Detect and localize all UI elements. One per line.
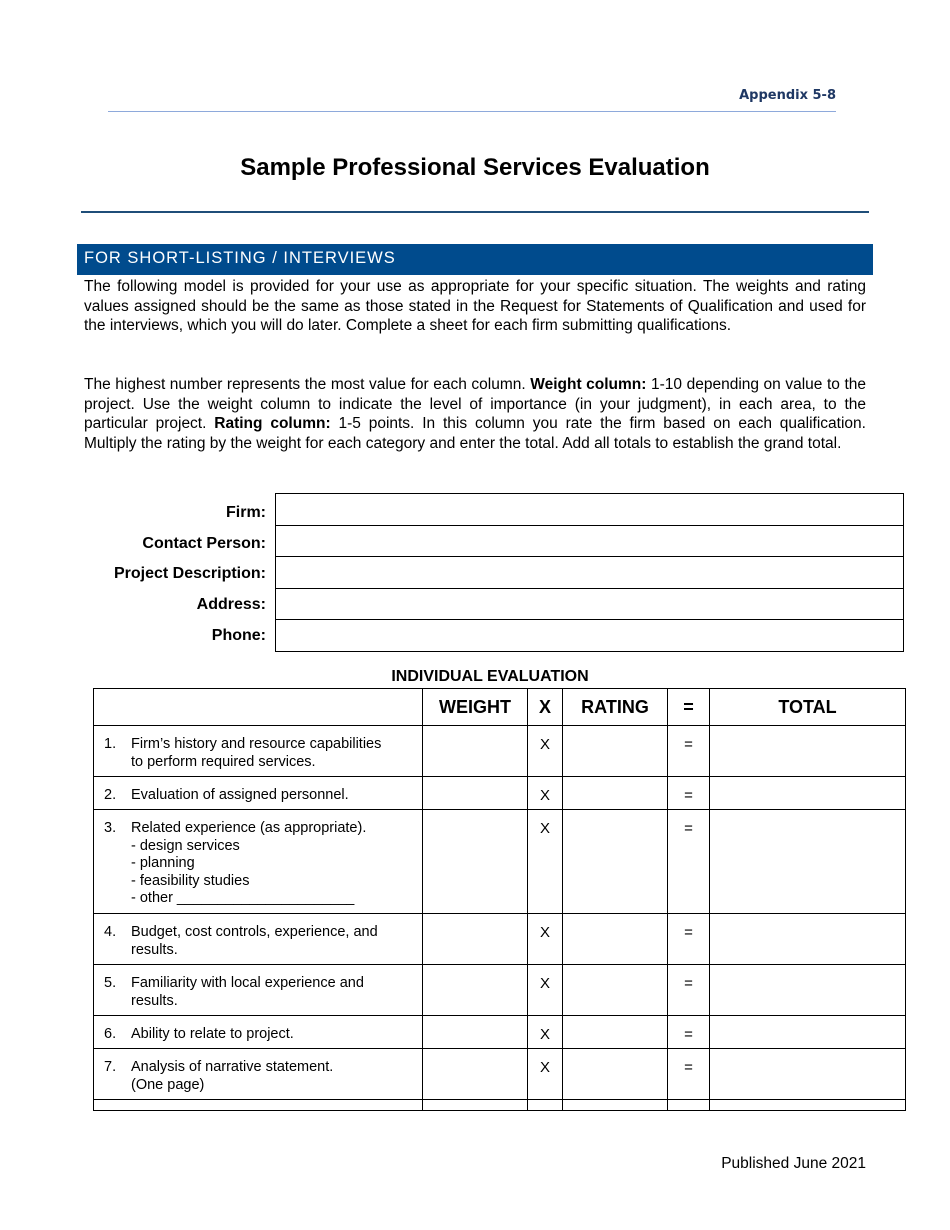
equals-symbol: =: [668, 1016, 710, 1049]
criteria-text: [131, 1059, 333, 1094]
weight-cell[interactable]: [423, 914, 528, 965]
rating-cell[interactable]: [563, 965, 668, 1016]
multiply-symbol: X: [528, 1049, 563, 1100]
rating-header: RATING: [563, 689, 668, 726]
weight-cell[interactable]: [423, 1049, 528, 1100]
criteria-line: Related experience (as appropriate).: [131, 820, 367, 836]
criteria-cell: [94, 1016, 423, 1049]
criteria-header: [94, 689, 423, 726]
published-date: Published June 2021: [721, 1155, 866, 1172]
p2-mid: 1-10 depending on value to the project. Use the weight column to indicate the level of importance (in your judgment), in each area, to the particular project.: [84, 376, 867, 433]
total-cell[interactable]: [710, 777, 906, 810]
weight-cell[interactable]: [423, 726, 528, 777]
total-header: TOTAL: [710, 689, 906, 726]
rating-column-label: Rating column:: [214, 415, 331, 433]
total-cell[interactable]: [710, 1049, 906, 1100]
weight-header: WEIGHT: [423, 689, 528, 726]
criteria-text: [131, 820, 366, 908]
table-row: [94, 1049, 906, 1100]
phone-field[interactable]: [276, 620, 903, 652]
equals-symbol: =: [668, 965, 710, 1016]
address-label: Address:: [196, 596, 266, 614]
section-banner: FOR SHORT-LISTING / INTERVIEWS: [77, 244, 873, 275]
grand-total-cell[interactable]: [710, 1100, 906, 1111]
weight-cell[interactable]: [423, 965, 528, 1016]
header-row: [94, 689, 906, 726]
criteria-text: [131, 736, 381, 771]
criteria-number: 6.: [104, 1026, 117, 1042]
criteria-number: 2.: [104, 787, 117, 803]
grand-total-cell: [668, 1100, 710, 1111]
intro-paragraph-2: [84, 375, 866, 454]
criteria-text: [131, 924, 378, 959]
criteria-text: [131, 787, 349, 805]
appendix-label: Appendix 5-8: [739, 88, 836, 103]
criteria-number: 7.: [104, 1059, 117, 1075]
rating-cell[interactable]: [563, 1016, 668, 1049]
table-row: [94, 965, 906, 1016]
project-description-field[interactable]: [276, 557, 903, 589]
weight-cell[interactable]: [423, 1016, 528, 1049]
multiply-symbol: X: [528, 777, 563, 810]
total-cell[interactable]: [710, 965, 906, 1016]
total-cell[interactable]: [710, 726, 906, 777]
grand-total-cell: [563, 1100, 668, 1111]
evaluation-title: INDIVIDUAL EVALUATION: [391, 668, 589, 685]
criteria-number: 5.: [104, 975, 117, 991]
address-field[interactable]: [276, 589, 903, 621]
p2-start: The highest number represents the most value for each column.: [84, 376, 531, 393]
total-cell[interactable]: [710, 914, 906, 965]
criteria-line: Evaluation of assigned personnel.: [131, 787, 349, 803]
criteria-cell: [94, 777, 423, 810]
equals-symbol: =: [668, 726, 710, 777]
equals-symbol: =: [668, 914, 710, 965]
table-row: [94, 914, 906, 965]
criteria-number: 3.: [104, 820, 117, 836]
rating-cell[interactable]: [563, 1049, 668, 1100]
rating-cell[interactable]: [563, 810, 668, 914]
evaluation-table: [93, 688, 906, 1111]
contact-person-label: Contact Person:: [142, 534, 266, 552]
form-fields: [275, 493, 904, 652]
multiply-symbol: X: [528, 965, 563, 1016]
p2-end: 1-5 points. In this column you rate the firm based on each qualification. Multiply the rating by the weight for each category and enter the total. Add all totals to establish the grand total.: [84, 415, 866, 453]
criteria-line: Budget, cost controls, experience, and: [131, 924, 378, 940]
criteria-line: Ability to relate to project.: [131, 1026, 294, 1042]
grand-total-cell: [528, 1100, 563, 1111]
criteria-number: 1.: [104, 736, 117, 752]
criteria-number: 4.: [104, 924, 117, 940]
grand-total-cell: [94, 1100, 423, 1111]
phone-label: Phone:: [211, 626, 266, 644]
criteria-line: Familiarity with local experience and: [131, 975, 364, 991]
multiply-symbol: X: [528, 810, 563, 914]
rating-cell[interactable]: [563, 914, 668, 965]
project-description-label: Project Description:: [113, 565, 266, 583]
contact-person-field[interactable]: [276, 526, 903, 558]
criteria-cell: [94, 810, 423, 914]
criteria-line: - planning: [131, 855, 195, 871]
criteria-line: Analysis of narrative statement.: [131, 1059, 334, 1075]
criteria-text: [131, 975, 364, 1010]
criteria-text: [131, 1026, 294, 1044]
criteria-cell: [94, 1049, 423, 1100]
criteria-line: to perform required services.: [131, 753, 316, 770]
equals-header: =: [668, 689, 710, 726]
criteria-line: - other ______________________: [131, 890, 355, 906]
intro-paragraph-1: The following model is provided for your use as appropriate for your specific situation. The weights and rating values assigned should be the same as those stated in the Request for Statements of Qualification and used for the interviews, which you will do later. Complete a sheet for each firm submitting qualifications.: [84, 278, 866, 335]
total-cell[interactable]: [710, 1016, 906, 1049]
weight-cell[interactable]: [423, 810, 528, 914]
weight-column-label: Weight column:: [530, 376, 647, 393]
total-cell[interactable]: [710, 810, 906, 914]
rating-cell[interactable]: [563, 726, 668, 777]
criteria-cell: [94, 965, 423, 1016]
form-labels: [60, 493, 266, 647]
equals-symbol: =: [668, 810, 710, 914]
page-title: Sample Professional Services Evaluation: [240, 154, 710, 181]
criteria-line: - feasibility studies: [131, 872, 250, 889]
criteria-line: Firm’s history and resource capabilities: [131, 736, 382, 752]
firm-field[interactable]: [276, 494, 903, 526]
criteria-cell: [94, 726, 423, 777]
criteria-line: (One page): [131, 1076, 205, 1093]
table-row: [94, 810, 906, 914]
criteria-line: - design services: [131, 837, 240, 854]
criteria-cell: [94, 914, 423, 965]
table-row: [94, 777, 906, 810]
criteria-line: results.: [131, 941, 178, 958]
multiply-symbol: X: [528, 1016, 563, 1049]
rating-cell[interactable]: [563, 777, 668, 810]
multiply-symbol: X: [528, 914, 563, 965]
header-divider: [108, 111, 836, 112]
equals-symbol: =: [668, 777, 710, 810]
table-row: [94, 726, 906, 777]
firm-label: Firm:: [226, 503, 266, 521]
title-divider: [81, 211, 869, 213]
multiply-symbol: X: [528, 726, 563, 777]
table-row: [94, 1016, 906, 1049]
criteria-line: results.: [131, 992, 178, 1009]
grand-total-row: [94, 1100, 906, 1111]
weight-cell[interactable]: [423, 777, 528, 810]
x-header: X: [528, 689, 563, 726]
equals-symbol: =: [668, 1049, 710, 1100]
grand-total-cell: [423, 1100, 528, 1111]
